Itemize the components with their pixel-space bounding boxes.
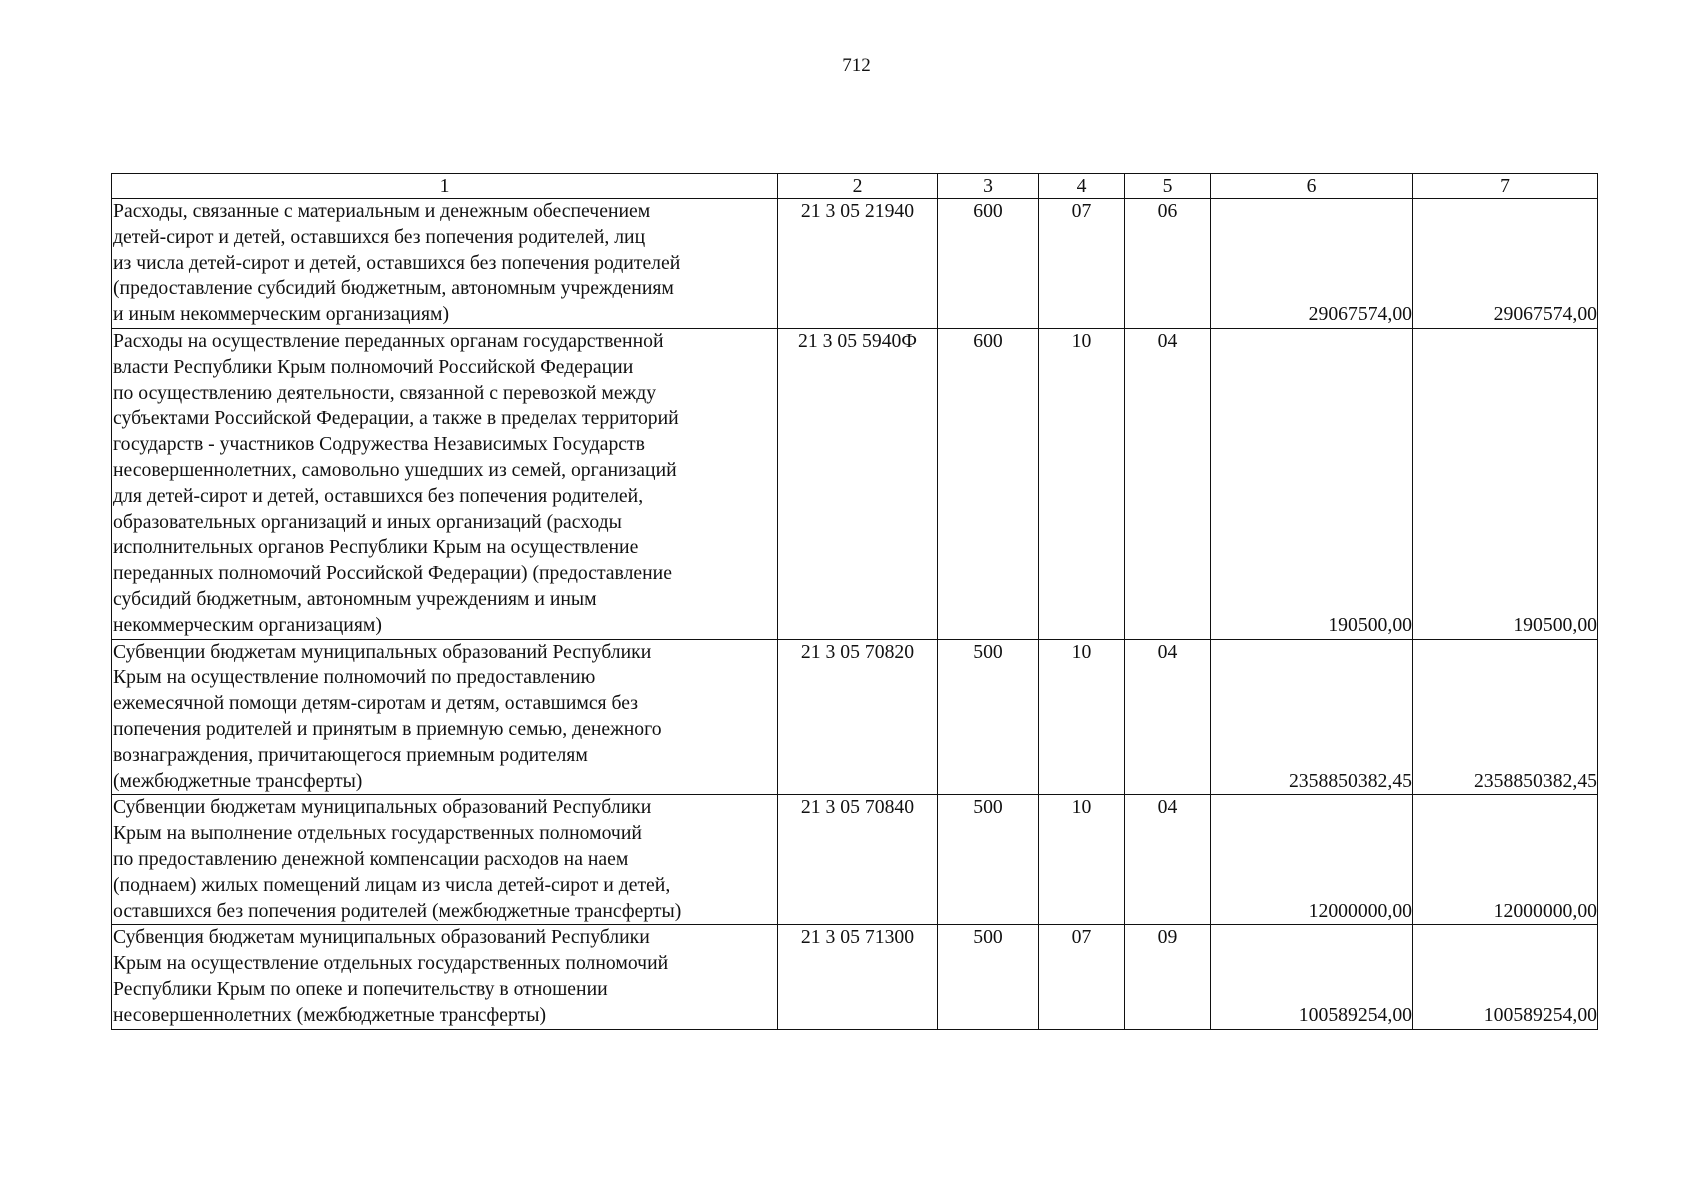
budget-table — [111, 173, 1598, 1030]
row-amount-col6: 12000000,00 — [1211, 795, 1413, 925]
row-target-code: 21 3 05 5940Ф — [778, 328, 938, 639]
row-amount-col7: 12000000,00 — [1413, 795, 1598, 925]
row-target-code: 21 3 05 21940 — [778, 199, 938, 329]
row-description: Субвенция бюджетам муниципальных образований Республики Крым на осуществление отдельных государственных полномочий Республики Крым по опеке и попечительству в отношении несовершеннолетних (межбюджетные трансферты) — [112, 925, 778, 1029]
row-amount-col7: 29067574,00 — [1413, 199, 1598, 329]
header-col-6: 6 — [1211, 174, 1413, 199]
header-col-3: 3 — [938, 174, 1039, 199]
header-col-4: 4 — [1039, 174, 1125, 199]
header-row — [112, 174, 1598, 199]
row-section: 07 — [1039, 199, 1125, 329]
row-description: Субвенции бюджетам муниципальных образований Республики Крым на осуществление полномочий по предоставлению ежемесячной помощи детям-сиротам и детям, оставшимся без попечения родителей и принятым в приемную семью, денежного вознаграждения, причитающегося приемным родителям (межбюджетные трансферты) — [112, 639, 778, 795]
table-row — [112, 328, 1598, 639]
row-subsection: 04 — [1125, 328, 1211, 639]
row-amount-col6: 100589254,00 — [1211, 925, 1413, 1029]
table-body — [112, 199, 1598, 1030]
row-section: 10 — [1039, 639, 1125, 795]
table-row — [112, 639, 1598, 795]
row-expense-type: 500 — [938, 925, 1039, 1029]
table-row — [112, 925, 1598, 1029]
row-expense-type: 600 — [938, 328, 1039, 639]
row-description: Расходы на осуществление переданных органам государственной власти Республики Крым полномочий Российской Федерации по осуществлению деятельности, связанной с перевозкой между субъектами Российской Федерации, а также в пределах территорий государств - участников Содружества Независимых Государств несовершеннолетних, самовольно ушедших из семей, организаций для детей-сирот и детей, оставшихся без попечения родителей, образовательных организаций и иных организаций (расходы исполнительных органов Республики Крым на осуществление переданных полномочий Российской Федерации) (предоставление субсидий бюджетным, автономным учреждениям и иным некоммерческим организациям) — [112, 328, 778, 639]
row-target-code: 21 3 05 70820 — [778, 639, 938, 795]
row-expense-type: 500 — [938, 639, 1039, 795]
row-amount-col6: 190500,00 — [1211, 328, 1413, 639]
table-header — [112, 174, 1598, 199]
header-col-1: 1 — [112, 174, 778, 199]
row-expense-type: 600 — [938, 199, 1039, 329]
row-expense-type: 500 — [938, 795, 1039, 925]
row-amount-col7: 100589254,00 — [1413, 925, 1598, 1029]
table-row — [112, 795, 1598, 925]
row-subsection: 04 — [1125, 795, 1211, 925]
row-description: Субвенции бюджетам муниципальных образований Республики Крым на выполнение отдельных государственных полномочий по предоставлению денежной компенсации расходов на наем (поднаем) жилых помещений лицам из числа детей-сирот и детей, оставшихся без попечения родителей (межбюджетные трансферты) — [112, 795, 778, 925]
header-col-2: 2 — [778, 174, 938, 199]
row-subsection: 09 — [1125, 925, 1211, 1029]
row-subsection: 04 — [1125, 639, 1211, 795]
row-amount-col6: 2358850382,45 — [1211, 639, 1413, 795]
page-number: 712 — [842, 55, 871, 76]
row-subsection: 06 — [1125, 199, 1211, 329]
row-section: 07 — [1039, 925, 1125, 1029]
row-section: 10 — [1039, 795, 1125, 925]
row-target-code: 21 3 05 70840 — [778, 795, 938, 925]
row-section: 10 — [1039, 328, 1125, 639]
header-col-5: 5 — [1125, 174, 1211, 199]
row-amount-col7: 2358850382,45 — [1413, 639, 1598, 795]
header-col-7: 7 — [1413, 174, 1598, 199]
table-row — [112, 199, 1598, 329]
row-amount-col6: 29067574,00 — [1211, 199, 1413, 329]
row-target-code: 21 3 05 71300 — [778, 925, 938, 1029]
row-amount-col7: 190500,00 — [1413, 328, 1598, 639]
row-description: Расходы, связанные с материальным и денежным обеспечением детей-сирот и детей, оставшихся без попечения родителей, лиц из числа детей-сирот и детей, оставшихся без попечения родителей (предоставление субсидий бюджетным, автономным учреждениям и иным некоммерческим организациям) — [112, 199, 778, 329]
